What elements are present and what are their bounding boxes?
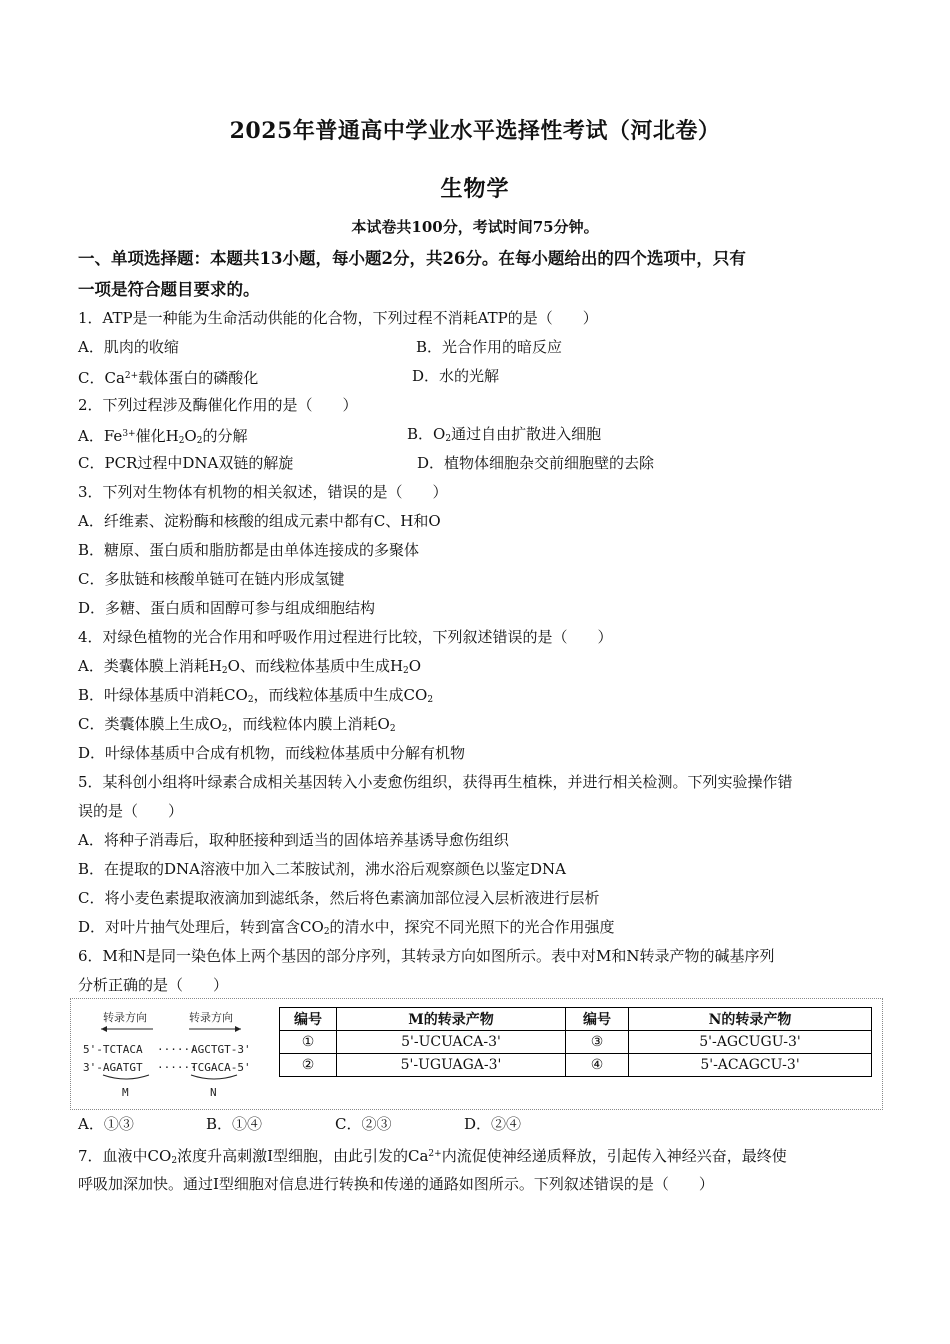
table-cell: ② [280,1054,337,1077]
q2-option-c: C．PCR过程中DNA双链的解旋 [78,454,294,472]
table-cell: ④ [566,1054,629,1077]
table-header: 编号 [566,1008,629,1031]
table-header: N的转录产物 [629,1008,872,1031]
q3-option-d: D．多糖、蛋白质和固醇可参与组成细胞结构 [78,599,376,617]
table-cell: 5'-AGCUGU-3' [629,1031,872,1054]
section-heading-line2: 一项是符合题目要求的。 [78,280,260,299]
q6-option-a: A．①③ [78,1115,134,1133]
m-brace [103,1075,149,1079]
table-header: 编号 [280,1008,337,1031]
exam-info: 本试卷共100分，考试时间75分钟。 [351,218,599,236]
q5-stem-line1: 5．某科创小组将叶绿素合成相关基因转入小麦愈伤组织，获得再生植株，并进行相关检测。下列实验操作错 [78,773,793,791]
q4-option-c: C．类囊体膜上生成$O_2$，而线粒体内膜上消耗$O_2$ [78,715,396,734]
table-row [280,1031,872,1054]
q3-option-b: B．糖原、蛋白质和脂肪都是由单体连接成的多聚体 [78,541,420,559]
q1-option-a: A．肌肉的收缩 [78,338,179,356]
q2-option-a: A．$Fe^{3+}$催化$H_2O_2$的分解 [78,427,248,446]
n-brace [191,1075,237,1079]
section-heading-line1: 一、单项选择题：本题共13小题，每小题2分，共26分。在每小题给出的四个选项中，只有 [78,249,746,268]
n-top-strand: AGCTGT-3' [191,1043,251,1056]
bottom-strand-gap: ······ [157,1061,197,1074]
n-direction-label: 转录方向 [189,1011,233,1024]
m-bottom-strand: 3'-AGATGT [83,1061,143,1074]
q5-stem-line2: 误的是（ ） [78,802,184,820]
q4-stem: 4．对绿色植物的光合作用和呼吸作用过程进行比较，下列叙述错误的是（ ） [78,628,613,646]
table-cell: 5'-UCUACA-3' [337,1031,566,1054]
n-gene-label: N [210,1086,217,1099]
q5-option-c: C．将小麦色素提取液滴加到滤纸条，然后将色素滴加部位浸入层析液进行层析 [78,889,600,907]
table-row [280,1054,872,1077]
q3-option-c: C．多肽链和核酸单链可在链内形成氢键 [78,570,345,588]
transcription-products-table [279,1007,872,1077]
exam-title: 2025年普通高中学业水平选择性考试（河北卷） [229,118,721,144]
top-strand-gap: ······ [157,1043,197,1056]
n-direction-arrowhead [235,1026,241,1032]
q1-option-c: C．$Ca^{2+}$载体蛋白的磷酸化 [78,369,259,387]
q4-option-a: A．类囊体膜上消耗$H_2O$、而线粒体基质中生成$H_2O$ [78,657,422,676]
q3-option-a: A．纤维素、淀粉酶和核酸的组成元素中都有C、H和O [78,512,441,530]
q7-stem-line1: 7．血液中$CO_2$浓度升高刺激Ⅰ型细胞，由此引发的$Ca^{2+}$内流促使神经递质释放，引起传入神经兴奋，最终使 [78,1147,787,1166]
m-gene-label: M [122,1086,129,1099]
q5-option-b: B．在提取的DNA溶液中加入二苯胺试剂，沸水浴后观察颜色以鉴定DNA [78,860,566,878]
n-bottom-strand: TCGACA-5' [191,1061,251,1074]
q6-stem-line2: 分析正确的是（ ） [78,976,229,994]
table-cell: 5'-UGUAGA-3' [337,1054,566,1077]
table-header-row [280,1008,872,1031]
q4-option-b: B．叶绿体基质中消耗$CO_2$，而线粒体基质中生成$CO_2$ [78,686,434,705]
q1-option-b: B．光合作用的暗反应 [416,338,563,356]
q4-option-d: D．叶绿体基质中合成有机物，而线粒体基质中分解有机物 [78,744,466,762]
table-cell: ③ [566,1031,629,1054]
m-direction-arrowhead [101,1026,107,1032]
q6-option-d: D．②④ [464,1115,522,1133]
subject-title: 生物学 [440,176,510,202]
q5-option-d: D．对叶片抽气处理后，转到富含$CO_2$的清水中，探究不同光照下的光合作用强度 [78,918,615,937]
q6-figure-box [70,998,883,1110]
m-top-strand: 5'-TCTACA [83,1043,143,1056]
q2-option-d: D．植物体细胞杂交前细胞壁的去除 [417,454,655,472]
q2-option-b: B．$O_2$通过自由扩散进入细胞 [407,425,602,444]
table-cell: ① [280,1031,337,1054]
dna-transcription-diagram [81,1005,266,1101]
q5-option-a: A．将种子消毒后，取种胚接种到适当的固体培养基诱导愈伤组织 [78,831,509,849]
m-direction-label: 转录方向 [103,1011,147,1024]
q1-option-d: D．水的光解 [412,367,500,385]
q7-stem-line2: 呼吸加深加快。通过Ⅰ型细胞对信息进行转换和传递的通路如图所示。下列叙述错误的是（ ） [78,1175,714,1193]
table-header: M的转录产物 [337,1008,566,1031]
q6-option-b: B．①④ [206,1115,263,1133]
q1-stem: 1．ATP是一种能为生命活动供能的化合物，下列过程不消耗ATP的是（ ） [78,309,598,327]
table-cell: 5'-ACAGCU-3' [629,1054,872,1077]
q3-stem: 3．下列对生物体有机物的相关叙述，错误的是（ ） [78,483,448,501]
q6-stem-line1: 6．M和N是同一染色体上两个基因的部分序列，其转录方向如图所示。表中对M和N转录产物的碱基序列 [78,947,775,965]
q2-stem: 2．下列过程涉及酶催化作用的是（ ） [78,396,358,414]
q6-option-c: C．②③ [335,1115,392,1133]
